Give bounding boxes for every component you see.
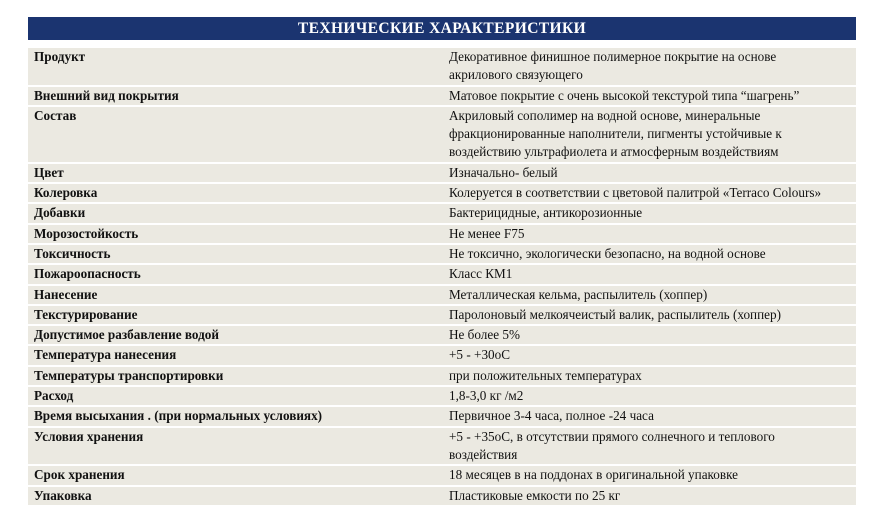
table-row (28, 427, 856, 466)
property-value: +5 - +30оС (444, 345, 856, 365)
property-value: Металлическая кельма, распылитель (хоппер) (444, 285, 856, 305)
property-value: при положительных температурах (444, 366, 856, 386)
table-title: ТЕХНИЧЕСКИЕ ХАРАКТЕРИСТИКИ (28, 17, 856, 40)
property-name: Нанесение (28, 285, 444, 305)
specs-table-body (28, 48, 856, 505)
table-row (28, 305, 856, 325)
property-name: Допустимое разбавление водой (28, 325, 444, 345)
table-row (28, 386, 856, 406)
property-value: Декоративное финишное полимерное покрытие на основе акрилового связующего (444, 48, 856, 86)
property-value: 18 месяцев в на поддонах в оригинальной упаковке (444, 465, 856, 485)
property-value: Колеруется в соответствии с цветовой палитрой «Terraco Colours» (444, 183, 856, 203)
property-value: Паролоновый мелкоячеистый валик, распылитель (хоппер) (444, 305, 856, 325)
table-row (28, 406, 856, 426)
property-value: Не токсично, экологически безопасно, на водной основе (444, 244, 856, 264)
property-name: Условия хранения (28, 427, 444, 466)
property-value: Бактерицидные, антикорозионные (444, 203, 856, 223)
property-name: Расход (28, 386, 444, 406)
property-value: Матовое покрытие с очень высокой текстурой типа “шагрень” (444, 86, 856, 106)
property-name: Температуры транспортировки (28, 366, 444, 386)
table-row (28, 366, 856, 386)
table-row (28, 86, 856, 106)
property-name: Пожароопасность (28, 264, 444, 284)
table-row (28, 224, 856, 244)
table-row (28, 183, 856, 203)
property-value: +5 - +35оС, в отсутствии прямого солнечного и теплового воздействия (444, 427, 856, 466)
property-name: Температура нанесения (28, 345, 444, 365)
property-name: Время высыхания . (при нормальных условиях) (28, 406, 444, 426)
table-row (28, 465, 856, 485)
table-row (28, 486, 856, 505)
spec-sheet (28, 17, 856, 505)
property-value: Класс КМ1 (444, 264, 856, 284)
table-row (28, 163, 856, 183)
property-name: Добавки (28, 203, 444, 223)
specs-table (28, 48, 856, 505)
table-row (28, 106, 856, 163)
property-name: Внешний вид покрытия (28, 86, 444, 106)
property-name: Упаковка (28, 486, 444, 505)
table-row (28, 264, 856, 284)
table-row (28, 325, 856, 345)
property-value: Акриловый сополимер на водной основе, минеральные фракционированные наполнители, пигменты устойчивые к воздействию ультрафиолета и атмосферным воздействиям (444, 106, 856, 163)
property-name: Срок хранения (28, 465, 444, 485)
property-value: Не более 5% (444, 325, 856, 345)
property-name: Цвет (28, 163, 444, 183)
property-value: Изначально- белый (444, 163, 856, 183)
property-value: Не менее F75 (444, 224, 856, 244)
property-value: 1,8-3,0 кг /м2 (444, 386, 856, 406)
property-name: Колеровка (28, 183, 444, 203)
property-name: Морозостойкость (28, 224, 444, 244)
property-name: Состав (28, 106, 444, 163)
property-name: Текстурирование (28, 305, 444, 325)
title-spacer (28, 40, 856, 48)
property-value: Пластиковые емкости по 25 кг (444, 486, 856, 505)
table-row (28, 285, 856, 305)
table-row (28, 345, 856, 365)
property-name: Продукт (28, 48, 444, 86)
table-row (28, 203, 856, 223)
property-name: Токсичность (28, 244, 444, 264)
table-row (28, 48, 856, 86)
table-row (28, 244, 856, 264)
property-value: Первичное 3-4 часа, полное -24 часа (444, 406, 856, 426)
